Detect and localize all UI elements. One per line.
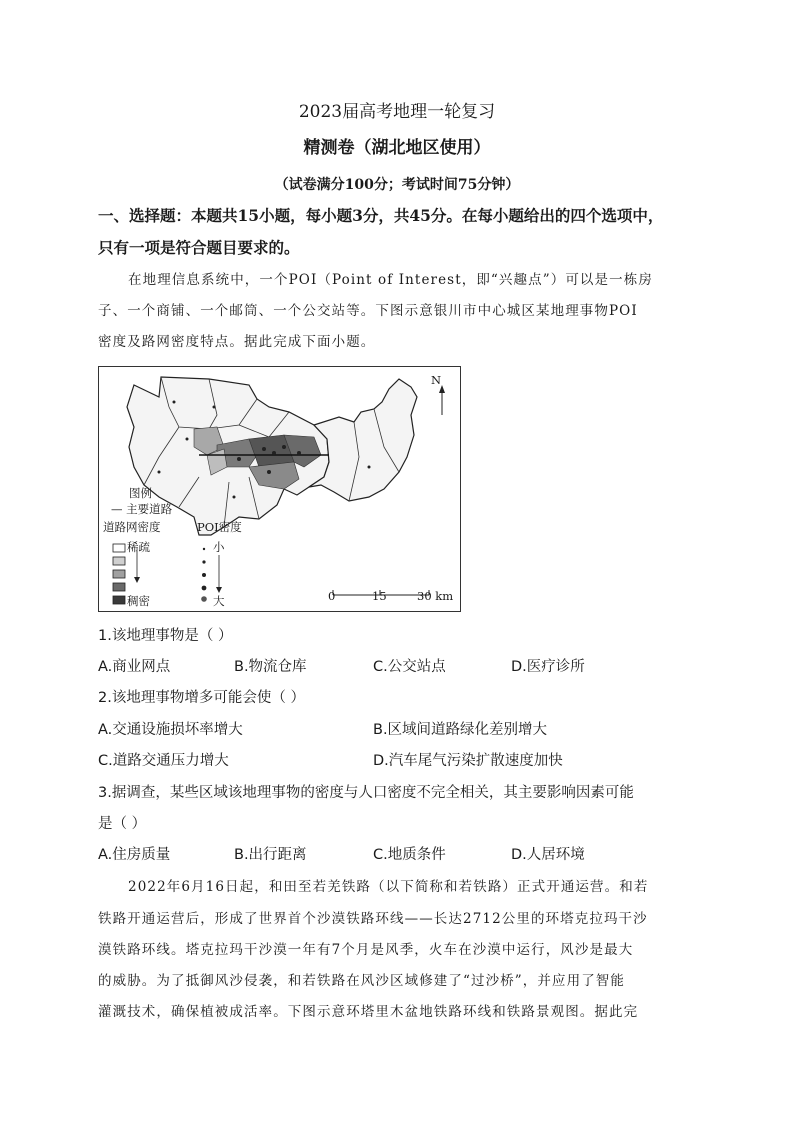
q2-option-a: A.交通设施损坏率增大 xyxy=(98,722,243,738)
passage2-line1: 2022年6月16日起，和田至若羌铁路（以下简称和若铁路）正式开通运营。和若 xyxy=(128,879,649,895)
passage2-line3: 漠铁路环线。塔克拉玛干沙漠一年有7个月是风季，火车在沙漠中运行，风沙是最大 xyxy=(98,942,634,958)
q1-stem: 1.该地理事物是（ ） xyxy=(98,628,233,644)
passage1-line1: 在地理信息系统中，一个POI（Point of Interest，即“兴趣点”）可以是一栋房 xyxy=(128,272,653,288)
section-heading-line2: 只有一项是符合题目要求的。 xyxy=(98,238,300,257)
legend-sparse: 稀疏 xyxy=(127,540,150,554)
passage1-line2: 子、一个商铺、一个邮筒、一个公交站等。下图示意银川市中心城区某地理事物POI xyxy=(98,303,638,319)
q3-option-c: C.地质条件 xyxy=(373,847,446,863)
poi-density-map xyxy=(98,366,461,612)
exam-title: 2023届高考地理一轮复习 xyxy=(298,102,496,122)
passage2-line5: 灌溉技术，确保植被成活率。下图示意环塔里木盆地铁路环线和铁路景观图。据此完 xyxy=(98,1004,639,1020)
legend-poi-density: POI密度 xyxy=(197,520,242,534)
q1-option-a: A.商业网点 xyxy=(98,659,171,675)
q2-option-b: B.区域间道路绿化差别增大 xyxy=(373,722,548,738)
q2-option-d: D.汽车尾气污染扩散速度加快 xyxy=(373,753,563,769)
scale-15: 15 xyxy=(372,589,387,603)
q3-option-b: B.出行距离 xyxy=(234,847,307,863)
q1-option-d: D.医疗诊所 xyxy=(511,659,585,675)
north-label: N xyxy=(431,373,442,387)
exam-subtitle: 精测卷（湖北地区使用） xyxy=(303,138,491,158)
q3-stem-line1: 3.据调查，某些区域该地理事物的密度与人口密度不完全相关，其主要影响因素可能 xyxy=(98,785,634,801)
scale-0: 0 xyxy=(328,589,336,603)
passage2-line4: 的威胁。为了抵御风沙侵袭，和若铁路在风沙区域修建了“过沙桥”，并应用了智能 xyxy=(98,973,626,989)
legend-small: 小 xyxy=(213,540,225,554)
section-heading-line1: 一、选择题：本题共15小题，每小题3分，共45分。在每小题给出的四个选项中， xyxy=(98,206,664,225)
q2-option-c: C.道路交通压力增大 xyxy=(98,753,229,769)
q2-stem: 2.该地理事物增多可能会使（ ） xyxy=(98,690,305,706)
q3-option-a: A.住房质量 xyxy=(98,847,171,863)
q3-stem-line2: 是（ ） xyxy=(98,816,147,832)
legend-title: 图例 xyxy=(129,486,152,500)
q1-option-c: C.公交站点 xyxy=(373,659,446,675)
legend-large: 大 xyxy=(213,594,225,608)
exam-note: （试卷满分100分；考试时间75分钟） xyxy=(274,177,520,193)
passage1-line3: 密度及路网密度特点。据此完成下面小题。 xyxy=(98,334,376,350)
legend-main-road: — 主要道路 xyxy=(111,502,173,516)
passage2-line2: 铁路开通运营后，形成了世界首个沙漠铁路环线——长达2712公里的环塔克拉玛干沙 xyxy=(98,911,648,927)
q3-option-d: D.人居环境 xyxy=(511,847,585,863)
legend-dense: 稠密 xyxy=(127,594,150,608)
legend-road-density: 道路网密度 xyxy=(103,520,161,534)
scale-30: 30 km xyxy=(417,589,454,603)
map-graphic xyxy=(99,367,460,611)
q1-option-b: B.物流仓库 xyxy=(234,659,307,675)
